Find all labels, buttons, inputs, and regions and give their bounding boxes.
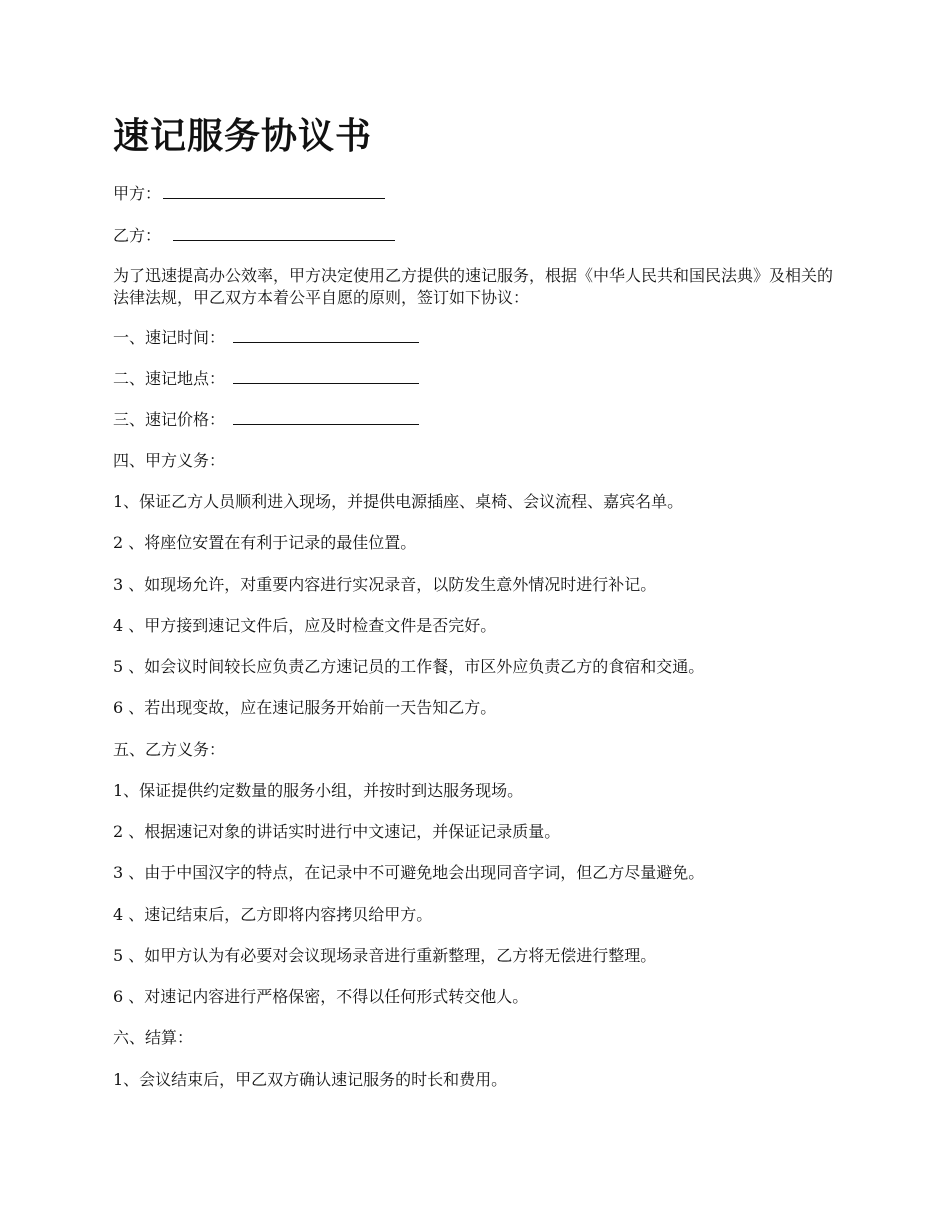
intro-paragraph: 为了迅速提高办公效率，甲方决定使用乙方提供的速记服务，根据《中华人民共和国民法典》及相关的法律法规，甲乙双方本着公平自愿的原则，签订如下协议： bbox=[113, 266, 834, 307]
section-time-label: 一、速记时间： bbox=[113, 328, 226, 347]
list-item: 6 、若出现变故，应在速记服务开始前一天告知乙方。 bbox=[113, 698, 497, 717]
list-item: 5 、如会议时间较长应负责乙方速记员的工作餐，市区外应负责乙方的食宿和交通。 bbox=[113, 657, 705, 676]
list-item: 3 、如现场允许，对重要内容进行实况录音，以防发生意外情况时进行补记。 bbox=[113, 575, 657, 594]
section-party-a-duties-heading: 四、甲方义务： bbox=[113, 451, 226, 470]
list-item: 1、保证提供约定数量的服务小组，并按时到达服务现场。 bbox=[113, 781, 524, 800]
party-b-blank[interactable] bbox=[173, 224, 395, 241]
document-title: 速记服务协议书 bbox=[113, 115, 373, 157]
section-price-row bbox=[113, 408, 419, 431]
section-price-blank[interactable] bbox=[233, 408, 419, 425]
list-item: 5 、如甲方认为有必要对会议现场录音进行重新整理，乙方将无偿进行整理。 bbox=[113, 946, 657, 965]
list-item: 2 、根据速记对象的讲话实时进行中文速记，并保证记录质量。 bbox=[113, 822, 561, 841]
list-item: 1、保证乙方人员顺利进入现场，并提供电源插座、桌椅、会议流程、嘉宾名单。 bbox=[113, 492, 684, 511]
list-item: 4 、速记结束后，乙方即将内容拷贝给甲方。 bbox=[113, 905, 433, 924]
party-b-label: 乙方： bbox=[113, 226, 162, 245]
section-settlement-heading: 六、结算： bbox=[113, 1028, 194, 1047]
party-b-row bbox=[113, 224, 395, 247]
section-time-row bbox=[113, 326, 419, 349]
section-party-b-duties-heading: 五、乙方义务： bbox=[113, 740, 226, 759]
list-item: 6 、对速记内容进行严格保密，不得以任何形式转交他人。 bbox=[113, 987, 529, 1006]
list-item: 1、会议结束后，甲乙双方确认速记服务的时长和费用。 bbox=[113, 1070, 508, 1089]
party-a-label: 甲方： bbox=[113, 184, 162, 203]
list-item: 4 、甲方接到速记文件后，应及时检查文件是否完好。 bbox=[113, 616, 497, 635]
party-a-row bbox=[113, 182, 385, 205]
section-place-blank[interactable] bbox=[233, 367, 419, 384]
section-place-label: 二、速记地点： bbox=[113, 369, 226, 388]
list-item: 3 、由于中国汉字的特点，在记录中不可避免地会出现同音字词，但乙方尽量避免。 bbox=[113, 863, 705, 882]
section-place-row bbox=[113, 367, 419, 390]
section-time-blank[interactable] bbox=[233, 326, 419, 343]
party-a-blank[interactable] bbox=[163, 182, 385, 199]
list-item: 2 、将座位安置在有利于记录的最佳位置。 bbox=[113, 533, 417, 552]
section-price-label: 三、速记价格： bbox=[113, 410, 226, 429]
